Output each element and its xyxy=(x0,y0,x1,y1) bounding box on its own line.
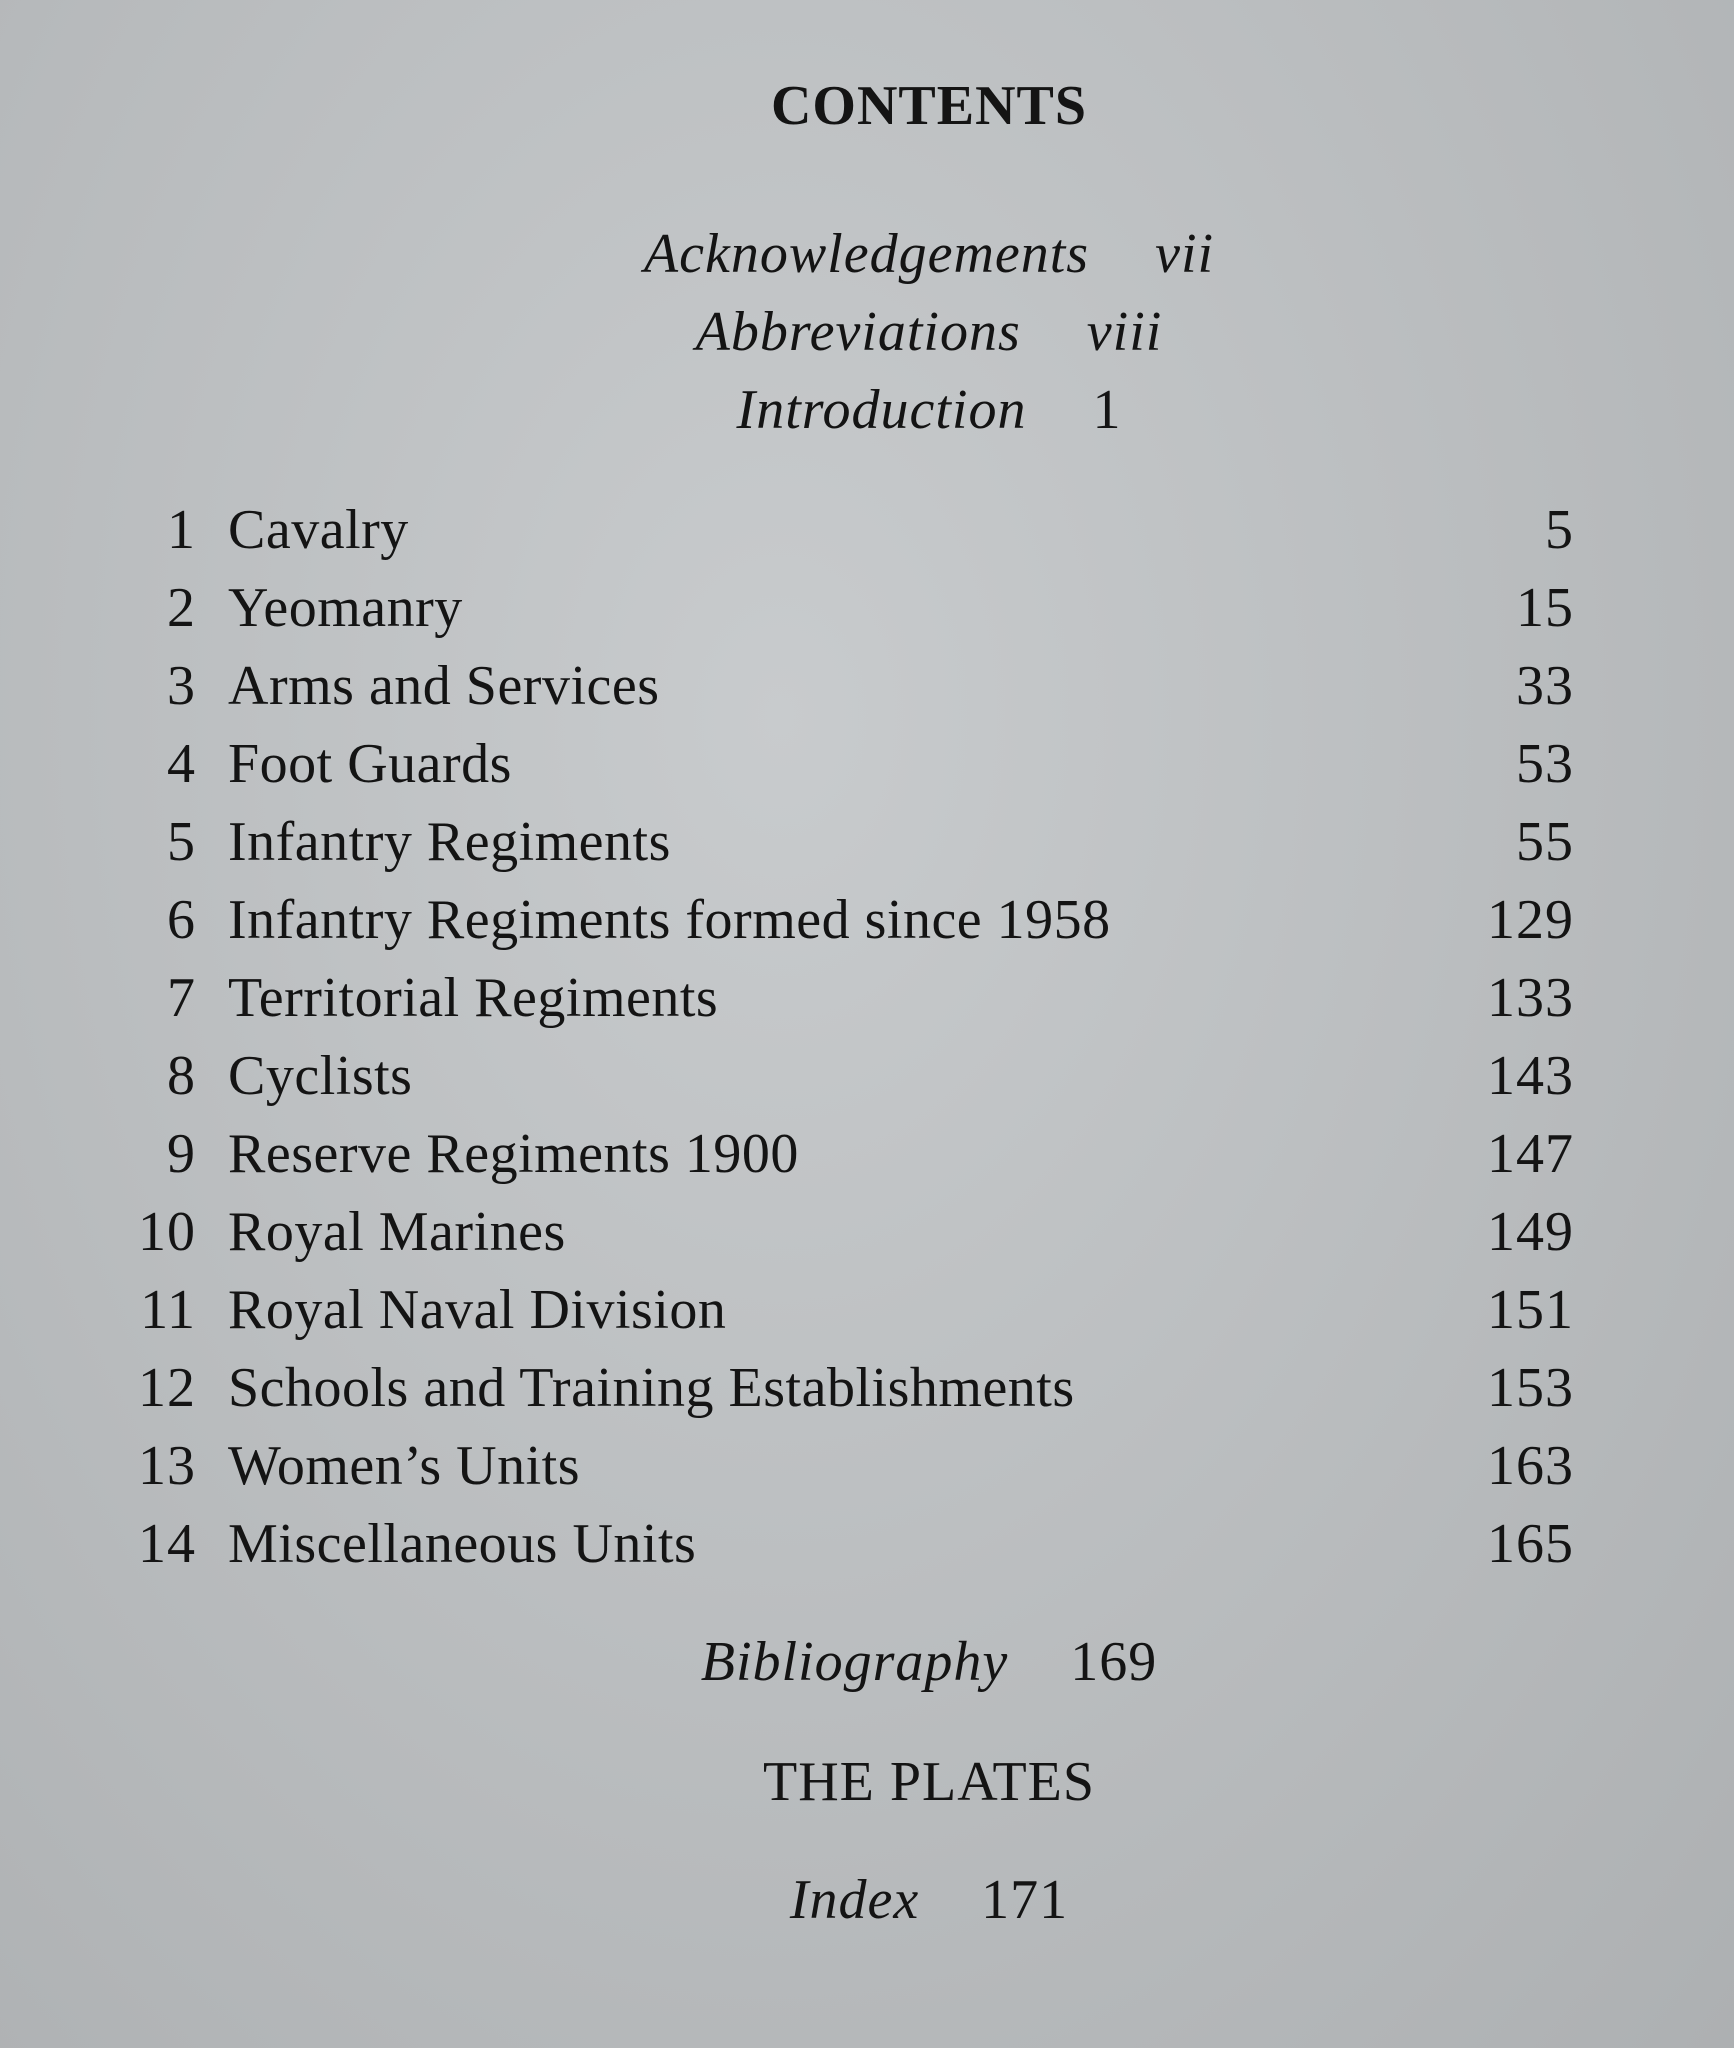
chapter-number: 2 xyxy=(167,577,196,639)
chapter-number: 3 xyxy=(167,655,196,717)
chapter-title: Schools and Training Establishments xyxy=(228,1357,1075,1419)
chapter-title: Miscellaneous Units xyxy=(228,1513,697,1575)
front-matter-title: Introduction xyxy=(736,379,1027,441)
chapter-number: 13 xyxy=(138,1435,196,1497)
front-matter-page: vii xyxy=(1155,223,1215,285)
front-matter-item-acknowledgements xyxy=(0,222,1734,300)
chapter-entry xyxy=(0,1278,1734,1356)
chapter-entry xyxy=(0,498,1734,576)
index-page: 171 xyxy=(981,1869,1069,1931)
chapter-number: 11 xyxy=(140,1279,196,1341)
chapter-number: 9 xyxy=(167,1123,196,1185)
chapter-title: Cyclists xyxy=(228,1045,413,1107)
front-matter-item-abbreviations xyxy=(0,300,1734,378)
bibliography-entry xyxy=(0,1630,1734,1694)
chapter-entry xyxy=(0,810,1734,888)
chapter-page: 5 xyxy=(1545,499,1574,561)
chapter-title: Royal Naval Division xyxy=(228,1279,727,1341)
chapter-number: 1 xyxy=(167,499,196,561)
chapter-entry xyxy=(0,888,1734,966)
chapter-entry xyxy=(0,576,1734,654)
chapter-page: 133 xyxy=(1487,967,1574,1029)
chapter-entry xyxy=(0,1044,1734,1122)
chapter-entry xyxy=(0,1512,1734,1590)
chapter-title: Arms and Services xyxy=(228,655,660,717)
chapter-page: 151 xyxy=(1487,1279,1574,1341)
chapter-entry xyxy=(0,1356,1734,1434)
chapter-number: 12 xyxy=(138,1357,196,1419)
chapter-page: 153 xyxy=(1487,1357,1574,1419)
chapter-page: 163 xyxy=(1487,1435,1574,1497)
chapter-number: 4 xyxy=(167,733,196,795)
chapter-title: Territorial Regiments xyxy=(228,967,719,1029)
chapter-title: Reserve Regiments 1900 xyxy=(228,1123,799,1185)
chapter-entry xyxy=(0,1122,1734,1200)
chapter-page: 129 xyxy=(1487,889,1574,951)
chapter-page: 149 xyxy=(1487,1201,1574,1263)
chapter-title: Foot Guards xyxy=(228,733,512,795)
chapter-number: 10 xyxy=(138,1201,196,1263)
chapter-title: Infantry Regiments xyxy=(228,811,671,873)
page-title: CONTENTS xyxy=(770,75,1088,137)
chapter-title: Women’s Units xyxy=(228,1435,580,1497)
chapter-page: 147 xyxy=(1487,1123,1574,1185)
bibliography-title: Bibliography xyxy=(700,1631,1009,1693)
chapter-list xyxy=(0,498,1734,1590)
chapter-number: 5 xyxy=(167,811,196,873)
chapter-page: 165 xyxy=(1487,1513,1574,1575)
chapter-page: 15 xyxy=(1516,577,1574,639)
plates-heading: THE PLATES xyxy=(763,1751,1095,1813)
chapter-number: 14 xyxy=(138,1513,196,1575)
chapter-page: 55 xyxy=(1516,811,1574,873)
front-matter-title: Abbreviations xyxy=(695,301,1021,363)
chapter-title: Cavalry xyxy=(228,499,409,561)
bibliography-page: 169 xyxy=(1070,1631,1158,1693)
chapter-title: Yeomanry xyxy=(228,577,463,639)
chapter-entry xyxy=(0,966,1734,1044)
chapter-page: 143 xyxy=(1487,1045,1574,1107)
front-matter-page: 1 xyxy=(1092,379,1122,441)
front-matter-title: Acknowledgements xyxy=(643,223,1090,285)
chapter-page: 33 xyxy=(1516,655,1574,717)
chapter-entry xyxy=(0,732,1734,810)
chapter-entry xyxy=(0,654,1734,732)
chapter-entry xyxy=(0,1434,1734,1512)
front-matter-item-introduction xyxy=(0,378,1734,456)
chapter-entry xyxy=(0,1200,1734,1278)
front-matter-list xyxy=(0,222,1734,456)
chapter-title: Royal Marines xyxy=(228,1201,566,1263)
chapter-number: 6 xyxy=(167,889,196,951)
chapter-page: 53 xyxy=(1516,733,1574,795)
chapter-number: 7 xyxy=(167,967,196,1029)
index-title: Index xyxy=(789,1869,920,1931)
chapter-title: Infantry Regiments formed since 1958 xyxy=(228,889,1111,951)
index-entry xyxy=(0,1868,1734,1932)
chapter-number: 8 xyxy=(167,1045,196,1107)
front-matter-page: viii xyxy=(1086,301,1163,363)
